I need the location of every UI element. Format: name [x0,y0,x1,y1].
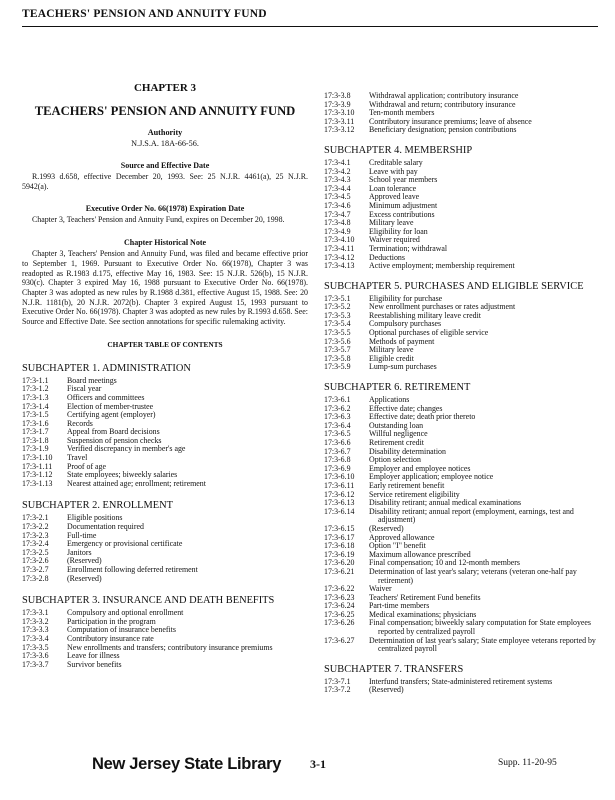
section-number: 17:3-5.5 [324,328,351,338]
executive-order-heading: Executive Order No. 66(1978) Expiration Date [85,204,245,214]
section-number: 17:3-5.8 [324,353,351,363]
section-title: Documentation required [67,522,144,532]
toc-entry [22,394,308,403]
toc-entry [22,420,308,429]
section-title: Part-time members [369,601,430,611]
subchapter-heading: SUBCHAPTER 2. ENROLLMENT [22,500,173,512]
subchapter-section-list [324,159,596,271]
section-number: 17:3-1.1 [22,375,49,385]
section-title: Final compensation; biweekly salary computation for State employees reported by centralized payroll [369,618,591,637]
section-title: Withdrawal application; contributory insurance [369,91,519,100]
section-number: 17:3-4.8 [324,218,351,228]
section-title: Emergency or provisional certificate [67,539,183,549]
section-number: 17:3-7.1 [324,676,351,686]
subchapter-section-list [324,678,596,695]
section-number: 17:3-3.9 [324,99,351,109]
section-title: Disability retirant; annual report (employment, earnings, test and adjustment) [369,506,574,525]
section-title: Military leave [369,345,414,355]
section-title: Eligible positions [67,513,123,523]
section-number: 17:3-6.20 [324,558,355,568]
section-title: Outstanding loan [369,420,424,430]
section-title: Records [67,418,93,428]
section-title: Eligibility for loan [369,226,428,236]
toc-entry [324,363,596,372]
section-number: 17:3-4.7 [324,209,351,219]
section-title: (Reserved) [369,685,404,695]
subchapter-section-list [22,377,308,489]
section-number: 17:3-1.7 [22,427,49,437]
section-number: 17:3-4.12 [324,252,355,262]
section-title: School year members [369,175,438,185]
right-column [324,92,596,695]
section-title: Eligible credit [369,353,414,363]
section-number: 17:3-4.10 [324,235,355,245]
section-title: Compulsory and optional enrollment [67,608,184,618]
source-text: R.1993 d.658, effective December 20, 1993. See: 25 N.J.R. 4461(a), 25 N.J.R. 5942(a). [22,172,308,191]
toc-entry [324,686,596,695]
section-number: 17:3-1.3 [22,392,49,402]
section-number: 17:3-6.11 [324,480,355,490]
toc-entry [22,403,308,412]
section-title: Suspension of pension checks [67,435,162,445]
library-stamp: New Jersey State Library [92,755,282,773]
section-number: 17:3-5.9 [324,362,351,372]
section-number: 17:3-2.6 [22,556,49,566]
section-number: 17:3-3.2 [22,616,49,626]
section-title: Approved leave [369,192,420,202]
subchapter-section-list [22,609,308,669]
section-number: 17:3-2.5 [22,547,49,557]
header-rule [22,26,598,27]
section-number: 17:3-4.2 [324,166,351,176]
section-number: 17:3-6.17 [324,532,355,542]
section-title: Fiscal year [67,384,102,394]
section-title: Withdrawal and return; contributory insurance [369,99,516,109]
toc-entry [324,185,596,194]
section-number: 17:3-6.8 [324,455,351,465]
toc-entry [324,413,596,422]
section-number: 17:3-6.14 [324,506,355,516]
section-number: 17:3-2.8 [22,573,49,583]
section-title: Methods of payment [369,336,435,346]
toc-entry [324,168,596,177]
section-title: Appeal from Board decisions [67,427,160,437]
section-title: Nearest attained age; enrollment; retirement [67,478,206,488]
toc-entry [22,609,308,618]
section-number: 17:3-2.4 [22,539,49,549]
section-number: 17:3-6.6 [324,438,351,447]
section-number: 17:3-2.2 [22,522,49,532]
toc-entry [324,534,596,543]
section-number: 17:3-1.9 [22,444,49,454]
toc-entry [22,644,308,653]
section-title: Waiver [369,584,392,594]
section-number: 17:3-1.2 [22,384,49,394]
section-title: Election of member-trustee [67,401,154,411]
section-title: Creditable salary [369,157,423,167]
section-title: Lump-sum purchases [369,362,437,372]
subchapter-heading: SUBCHAPTER 6. RETIREMENT [324,382,471,394]
section-title: (Reserved) [67,556,102,566]
section-title: Optional purchases of eligible service [369,328,489,338]
section-number: 17:3-6.5 [324,429,351,439]
section-number: 17:3-4.13 [324,261,355,271]
toc-entry [324,678,596,687]
section-title: Minimum adjustment [369,200,438,210]
section-number: 17:3-3.5 [22,642,49,652]
section-title: Board meetings [67,375,117,385]
toc-entry [324,473,596,482]
toc-entry [324,637,596,654]
toc-entry [324,126,596,135]
section-number: 17:3-6.24 [324,601,355,611]
section-number: 17:3-7.2 [324,685,351,695]
section-number: 17:3-6.25 [324,609,355,619]
section-title: Janitors [67,547,92,557]
continued-section-list [324,92,596,135]
toc-entry [324,338,596,347]
toc-entry [324,619,596,636]
section-title: Deductions [369,252,405,262]
toc-entry [324,430,596,439]
toc-entry [22,445,308,454]
supplement-date: Supp. 11-20-95 [498,758,557,768]
section-title: New enrollments and transfers; contributory insurance premiums [67,642,273,652]
subchapter-heading: SUBCHAPTER 5. PURCHASES AND ELIGIBLE SERVICE [324,280,584,292]
section-number: 17:3-5.4 [324,319,351,329]
source-heading: Source and Effective Date [120,161,210,170]
toc-entry [324,329,596,338]
subchapter-heading: SUBCHAPTER 4. MEMBERSHIP [324,144,473,156]
toc-entry [324,448,596,457]
section-number: 17:3-4.3 [324,175,351,185]
toc-entry [22,428,308,437]
historical-note-heading: Chapter Historical Note [123,238,207,248]
toc-entry [324,245,596,254]
section-title: Teachers' Retirement Fund benefits [369,592,481,602]
section-number: 17:3-3.3 [22,625,49,635]
section-title: Full-time [67,530,97,540]
section-title: Active employment; membership requirement [369,261,515,271]
toc-entry [22,566,308,575]
toc-entry [324,482,596,491]
toc-entry [22,454,308,463]
section-title: Service retirement eligibility [369,489,460,499]
section-title: Eligibility for purchase [369,293,443,303]
section-title: Officers and committees [67,392,145,402]
toc-entry [324,193,596,202]
toc-entry [324,525,596,534]
section-number: 17:3-6.19 [324,549,355,559]
section-number: 17:3-1.10 [22,453,53,463]
section-number: 17:3-3.6 [22,651,49,661]
section-title: Excess contributions [369,209,435,219]
section-number: 17:3-6.27 [324,635,355,645]
section-title: Military leave [369,218,414,228]
section-title: State employees; biweekly salaries [67,470,178,480]
toc-entry [324,594,596,603]
toc-entry [22,540,308,549]
section-number: 17:3-1.5 [22,410,49,420]
section-number: 17:3-6.15 [324,523,355,533]
toc-entry [22,385,308,394]
section-title: Ten-month members [369,108,435,118]
toc-entry [22,661,308,670]
subchapter-section-list [324,396,596,654]
section-title: Verified discrepancy in member's age [67,444,186,454]
section-title: Effective date; changes [369,403,443,413]
section-title: Medical examinations; physicians [369,609,477,619]
toc-entry [22,575,308,584]
section-number: 17:3-3.12 [324,125,355,135]
section-number: 17:3-6.1 [324,395,351,405]
toc-entry [22,411,308,420]
section-title: Survivor benefits [67,659,122,669]
section-number: 17:3-5.7 [324,345,351,355]
section-number: 17:3-6.13 [324,498,355,508]
section-title: Reestablishing military leave credit [369,310,481,320]
toc-entry [22,377,308,386]
toc-entry [324,262,596,271]
section-number: 17:3-2.1 [22,513,49,523]
toc-entry [324,355,596,364]
section-number: 17:3-3.4 [22,633,49,643]
section-number: 17:3-5.2 [324,302,351,312]
toc-entry [22,523,308,532]
section-title: Participation in the program [67,616,156,626]
section-title: Contributory insurance premiums; leave of absence [369,116,532,126]
section-title: Disability retirant; annual medical examinations [369,498,522,508]
section-title: (Reserved) [67,573,102,583]
section-title: Option selection [369,455,421,465]
toc-entry [22,652,308,661]
section-number: 17:3-3.8 [324,91,351,100]
section-number: 17:3-2.7 [22,565,49,575]
section-number: 17:3-5.1 [324,293,351,303]
toc-entry [324,346,596,355]
toc-entry [324,211,596,220]
section-title: Maximum allowance prescribed [369,549,471,559]
section-number: 17:3-1.4 [22,401,49,411]
section-title: Final compensation; 10 and 12-month members [369,558,520,568]
section-title: Disability determination [369,446,446,456]
section-title: Early retirement benefit [369,480,445,490]
toc-entry [324,176,596,185]
section-number: 17:3-6.22 [324,584,355,594]
section-number: 17:3-1.6 [22,418,49,428]
toc-entry [22,480,308,489]
section-number: 17:3-6.7 [324,446,351,456]
section-title: Computation of insurance benefits [67,625,176,635]
section-title: Determination of last year's salary; veterans (veteran one-half pay retirement) [369,566,577,585]
left-column [22,82,308,669]
section-number: 17:3-6.21 [324,566,355,576]
section-title: Beneficiary designation; pension contributions [369,125,517,135]
section-title: Enrollment following deferred retirement [67,565,198,575]
section-number: 17:3-6.10 [324,472,355,482]
section-number: 17:3-6.23 [324,592,355,602]
section-title: New enrollment purchases or rates adjustment [369,302,516,312]
toc-entry [324,219,596,228]
section-title: Applications [369,395,410,405]
toc-heading: CHAPTER TABLE OF CONTENTS [107,339,223,349]
section-title: Waiver required [369,235,420,245]
toc-entry [324,159,596,168]
section-number: 17:3-6.3 [324,412,351,422]
right-subchapters [324,145,596,695]
section-number: 17:3-1.11 [22,461,53,471]
section-number: 17:3-4.11 [324,243,355,253]
authority-heading: Authority [147,128,183,137]
toc-entry [324,101,596,110]
toc-entry [324,396,596,405]
toc-entry [324,236,596,245]
chapter-title: TEACHERS' PENSION AND ANNUITY FUND [34,104,296,118]
section-title: Travel [67,453,88,463]
subchapter-heading: SUBCHAPTER 7. TRANSFERS [324,663,464,675]
section-title: Employer and employee notices [369,463,471,473]
section-number: 17:3-6.4 [324,420,351,430]
section-number: 17:3-1.13 [22,478,53,488]
section-title: Determination of last year's salary; State employee veterans reported by centralized payroll [369,635,596,654]
section-title: Loan tolerance [369,183,417,193]
chapter-label: CHAPTER 3 [133,82,197,94]
section-number: 17:3-3.10 [324,108,355,118]
section-title: Compulsory purchases [369,319,442,329]
running-head: TEACHERS' PENSION AND ANNUITY FUND [22,8,267,20]
section-number: 17:3-3.1 [22,608,49,618]
section-title: (Reserved) [369,523,404,533]
subchapter-heading: SUBCHAPTER 1. ADMINISTRATION [22,362,191,374]
section-number: 17:3-6.18 [324,541,355,551]
toc-entry [324,568,596,585]
section-number: 17:3-4.9 [324,226,351,236]
toc-entry [324,312,596,321]
section-number: 17:3-6.9 [324,463,351,473]
section-title: Option "I" benefit [369,541,426,551]
toc-entry [324,508,596,525]
section-number: 17:3-3.11 [324,116,355,126]
toc-entry [324,228,596,237]
toc-entry [324,422,596,431]
section-title: Effective date; death prior thereto [369,412,476,422]
section-number: 17:3-1.8 [22,435,49,445]
section-number: 17:3-2.3 [22,530,49,540]
section-number: 17:3-4.4 [324,183,351,193]
section-title: Employer application; employee notice [369,472,494,482]
authority-text: N.J.S.A. 18A-66-56. [131,139,199,148]
page-number: 3-1 [310,757,326,771]
section-number: 17:3-6.12 [324,489,355,499]
section-number: 17:3-3.7 [22,659,49,669]
toc-entry [22,514,308,523]
historical-note-text: Chapter 3, Teachers' Pension and Annuity Fund, was filed and became effective prior to September 1, 1969. Pursuant to Executive Order No. 66(1978), Chapter 3 was readopted as R.1983 d.175, effective May 16, 1983. See: 15 N.J.R. 526(b), 15 N.J.R. 930(c). Chapter 3 expired May 16, 1988 pursuant to Executive Order No. 66(1978). Chapter 3 was adopted as new rules by R.1988 d.381, effective August 15, 1988. See: 20 N.J.R. 1181(b), 20 N.J.R. 2072(b). Chapter 3 expired August 15, 1993 pursuant to Executive Order No. 66(1978). Chapter 3 was adopted as new rules by R.1993 d.658. See: Source and Effective Date. See section annotations for specific rulemaking activity. [22,249,308,327]
toc-entry [22,549,308,558]
section-number: 17:3-6.26 [324,618,355,628]
subchapter-heading: SUBCHAPTER 3. INSURANCE AND DEATH BENEFITS [22,595,275,607]
section-number: 17:3-5.6 [324,336,351,346]
section-title: Retirement credit [369,438,424,447]
toc-entry [324,439,596,448]
section-number: 17:3-4.5 [324,192,351,202]
section-title: Interfund transfers; State-administered retirement systems [369,676,553,686]
left-subchapters [22,363,308,670]
section-title: Termination; withdrawal [369,243,448,253]
section-title: Certifying agent (employer) [67,410,156,420]
section-title: Willful negligence [369,429,428,439]
section-number: 17:3-1.12 [22,470,53,480]
section-title: Leave with pay [369,166,418,176]
section-title: Approved allowance [369,532,435,542]
section-title: Leave for illness [67,651,120,661]
section-title: Proof of age [67,461,107,471]
toc-entry [22,626,308,635]
section-title: Contributory insurance rate [67,633,154,643]
toc-entry [324,202,596,211]
executive-order-text: Chapter 3, Teachers' Pension and Annuity Fund, expires on December 20, 1998. [32,215,285,225]
subchapter-section-list [324,295,596,372]
section-number: 17:3-4.6 [324,200,351,210]
section-number: 17:3-4.1 [324,157,351,167]
section-number: 17:3-6.2 [324,403,351,413]
section-number: 17:3-5.3 [324,310,351,320]
subchapter-section-list [22,514,308,583]
